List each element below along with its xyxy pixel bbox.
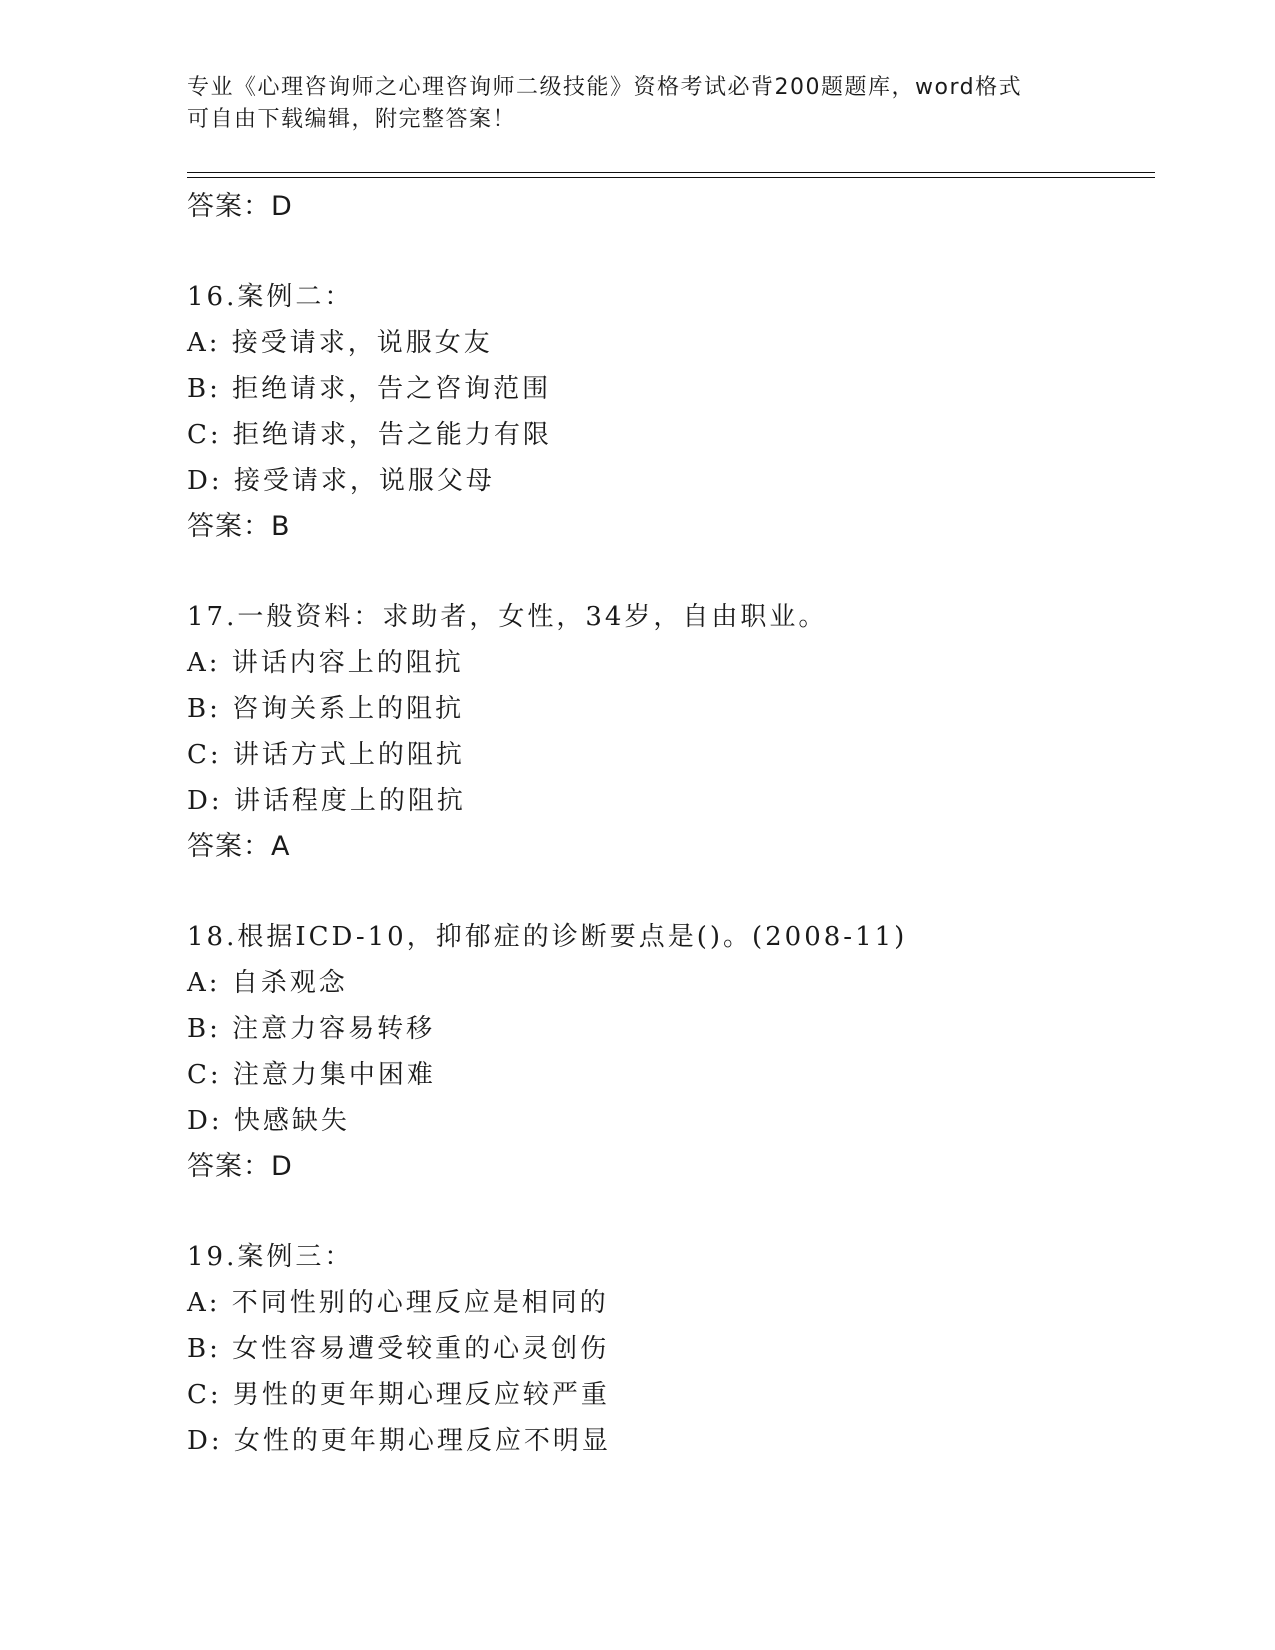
option-d: D: 女性的更年期心理反应不明显 (187, 1426, 611, 1456)
question-title: 16.案例二： (187, 282, 354, 312)
option-a: A: 接受请求，说服女友 (187, 328, 493, 358)
option-a: A: 自杀观念 (187, 968, 348, 998)
question-list (187, 184, 1147, 1464)
answer-15: 答案：D (187, 191, 293, 222)
option-c: C: 拒绝请求，告之能力有限 (187, 420, 552, 450)
question-title: 19.案例三： (187, 1242, 354, 1272)
option-c: C: 讲话方式上的阻抗 (187, 740, 465, 770)
header-rule-top (187, 172, 1155, 173)
question-title: 18.根据ICD-10，抑郁症的诊断要点是()。(2008-11) (187, 922, 908, 952)
question-17 (187, 594, 1147, 870)
answer: 答案：B (187, 511, 291, 542)
option-a: A: 讲话内容上的阻抗 (187, 648, 464, 678)
answer: 答案：D (187, 1151, 293, 1182)
answer: 答案：A (187, 831, 291, 862)
question-title: 17.一般资料：求助者，女性，34岁，自由职业。 (187, 602, 828, 632)
header-rule-bottom (187, 177, 1155, 178)
header-line-2: 可自由下载编辑，附完整答案！ (187, 107, 517, 132)
question-16 (187, 274, 1147, 550)
question-19 (187, 1234, 1147, 1464)
option-d: D: 讲话程度上的阻抗 (187, 786, 466, 816)
option-b: B: 拒绝请求，告之咨询范围 (187, 374, 552, 404)
page-header (187, 72, 1087, 136)
question-18 (187, 914, 1147, 1190)
option-b: B: 女性容易遭受较重的心灵创伤 (187, 1334, 610, 1364)
option-d: D: 快感缺失 (187, 1106, 350, 1136)
option-c: C: 注意力集中困难 (187, 1060, 436, 1090)
header-line-1: 专业《心理咨询师之心理咨询师二级技能》资格考试必背200题题库，word格式 (187, 75, 1023, 100)
option-b: B: 注意力容易转移 (187, 1014, 436, 1044)
option-b: B: 咨询关系上的阻抗 (187, 694, 465, 724)
option-a: A: 不同性别的心理反应是相同的 (187, 1288, 609, 1318)
option-d: D: 接受请求，说服父母 (187, 466, 495, 496)
option-c: C: 男性的更年期心理反应较严重 (187, 1380, 610, 1410)
